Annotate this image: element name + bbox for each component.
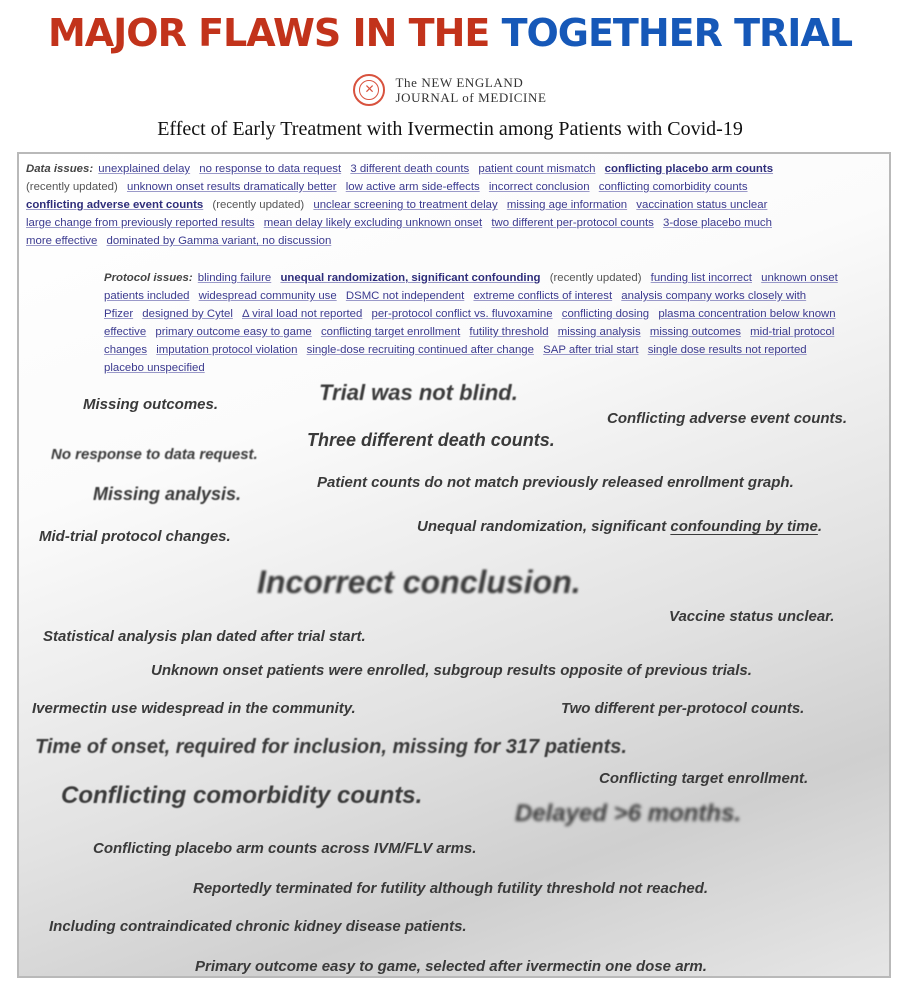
flaw-time-of-onset: Time of onset, required for inclusion, missing for 317 patients.: [35, 736, 627, 758]
flaw-comorbidity-counts: Conflicting comorbidity counts.: [61, 782, 423, 809]
issue-link[interactable]: no response to data request: [199, 163, 342, 175]
issue-link[interactable]: missing outcomes: [649, 326, 741, 338]
issue-link[interactable]: low active arm side-effects: [345, 181, 480, 193]
issue-link[interactable]: conflicting target enrollment: [320, 326, 461, 338]
issue-link[interactable]: funding list incorrect: [650, 272, 752, 284]
issue-link[interactable]: single dose results not reported: [647, 344, 807, 356]
flaw-vaccine-status: Vaccine status unclear.: [669, 608, 835, 625]
issue-link[interactable]: incorrect conclusion: [488, 181, 590, 193]
issues-label: Protocol issues:: [104, 272, 193, 284]
issue-note: (recently updated): [26, 181, 118, 193]
flaw-incorrect-conclusion: Incorrect conclusion.: [257, 564, 581, 600]
issue-link[interactable]: placebo unspecified: [104, 362, 205, 374]
journal-seal-icon: ✕: [353, 74, 385, 106]
issue-link[interactable]: 3 different death counts: [350, 163, 470, 175]
issue-link[interactable]: plasma concentration below known effective: [104, 308, 836, 338]
issue-link[interactable]: primary outcome easy to game: [155, 326, 312, 338]
journal-name-line2: JOURNAL of MEDICINE: [395, 90, 547, 105]
flaw-adverse-counts: Conflicting adverse event counts.: [607, 410, 848, 427]
issue-link[interactable]: 3-dose placebo much more effective: [26, 217, 772, 247]
issue-link[interactable]: Δ viral load not reported: [242, 308, 363, 320]
issue-link[interactable]: unequal randomization, significant confounding: [280, 272, 541, 284]
issue-link[interactable]: mid-trial protocol changes: [104, 326, 835, 356]
flaw-missing-analysis: Missing analysis.: [93, 484, 242, 504]
journal-name-line1: The NEW ENGLAND: [395, 75, 524, 90]
issue-link[interactable]: analysis company works closely with Pfizer: [104, 290, 807, 320]
flaw-sap-dated: Statistical analysis plan dated after trial start.: [43, 628, 366, 645]
flaw-ivermectin-use: Ivermectin use widespread in the community.: [32, 700, 356, 717]
flaw-patient-counts: Patient counts do not match previously released enrollment graph.: [317, 474, 794, 491]
flaw-unknown-onset: Unknown onset patients were enrolled, subgroup results opposite of previous trials.: [151, 662, 752, 679]
issue-link[interactable]: imputation protocol violation: [156, 344, 298, 356]
issues-label: Data issues:: [26, 163, 94, 175]
issue-link[interactable]: conflicting placebo arm counts: [604, 163, 774, 175]
issue-link[interactable]: patient count mismatch: [478, 163, 596, 175]
flaw-not-blind: Trial was not blind.: [319, 380, 518, 405]
issue-link[interactable]: two different per-protocol counts: [491, 217, 654, 229]
issue-link[interactable]: unknown onset results dramatically better: [126, 181, 337, 193]
issue-link[interactable]: futility threshold: [469, 326, 549, 338]
issue-link[interactable]: missing analysis: [557, 326, 641, 338]
issue-link[interactable]: vaccination status unclear: [636, 199, 768, 211]
flaw-kidney: Including contraindicated chronic kidney disease patients.: [49, 918, 467, 935]
article-title: Effect of Early Treatment with Ivermectin among Patients with Covid-19: [157, 118, 743, 140]
issue-link[interactable]: conflicting comorbidity counts: [598, 181, 748, 193]
title-red-part: MAJOR FLAWS IN THE: [47, 11, 502, 55]
issue-link[interactable]: single-dose recruiting continued after change: [306, 344, 534, 356]
protocol-issues-list: [104, 269, 844, 377]
issue-link[interactable]: unknown onset patients included: [104, 272, 838, 302]
issue-link[interactable]: DSMC not independent: [345, 290, 465, 302]
issue-link[interactable]: mean delay likely excluding unknown onset: [263, 217, 483, 229]
issue-link[interactable]: unexplained delay: [98, 163, 191, 175]
journal-logo: [0, 74, 900, 106]
flaw-missing-outcomes: Missing outcomes.: [83, 396, 219, 413]
title-blue-part: TOGETHER TRIAL: [501, 11, 853, 55]
flaw-death-counts: Three different death counts.: [307, 430, 555, 450]
flaw-per-protocol: Two different per-protocol counts.: [561, 700, 805, 717]
issue-link[interactable]: widespread community use: [198, 290, 337, 302]
issue-link[interactable]: dominated by Gamma variant, no discussion: [106, 235, 332, 247]
flaw-target-enrollment: Conflicting target enrollment.: [599, 770, 809, 787]
issue-link[interactable]: conflicting dosing: [561, 308, 650, 320]
issue-link[interactable]: unclear screening to treatment delay: [313, 199, 498, 211]
page-title: [0, 8, 900, 58]
flaw-placebo-arm: Conflicting placebo arm counts across IVM/FLV arms.: [93, 840, 477, 857]
issue-link[interactable]: blinding failure: [197, 272, 272, 284]
issue-note: (recently updated): [549, 272, 642, 284]
flaw-primary-outcome: Primary outcome easy to game, selected after ivermectin one dose arm.: [195, 958, 707, 975]
issue-link[interactable]: conflicting adverse event counts: [26, 199, 204, 211]
issue-link[interactable]: designed by Cytel: [142, 308, 233, 320]
issue-link[interactable]: large change from previously reported results: [26, 217, 255, 229]
issue-link[interactable]: SAP after trial start: [543, 344, 639, 356]
issue-link[interactable]: per-protocol conflict vs. fluvoxamine: [371, 308, 553, 320]
issue-link[interactable]: missing age information: [506, 199, 628, 211]
flaw-futility: Reportedly terminated for futility although futility threshold not reached.: [193, 880, 709, 897]
flaws-panel: [17, 152, 891, 978]
flaw-delayed: Delayed >6 months.: [515, 800, 742, 827]
issue-note: (recently updated): [212, 199, 305, 211]
flaw-mid-trial-changes: Mid-trial protocol changes.: [39, 528, 231, 545]
flaw-unequal-randomization: Unequal randomization, significant confounding by time.: [417, 518, 823, 535]
issue-link[interactable]: extreme conflicts of interest: [473, 290, 613, 302]
data-issues-list: [26, 160, 786, 250]
flaw-no-response: No response to data request.: [51, 446, 258, 463]
